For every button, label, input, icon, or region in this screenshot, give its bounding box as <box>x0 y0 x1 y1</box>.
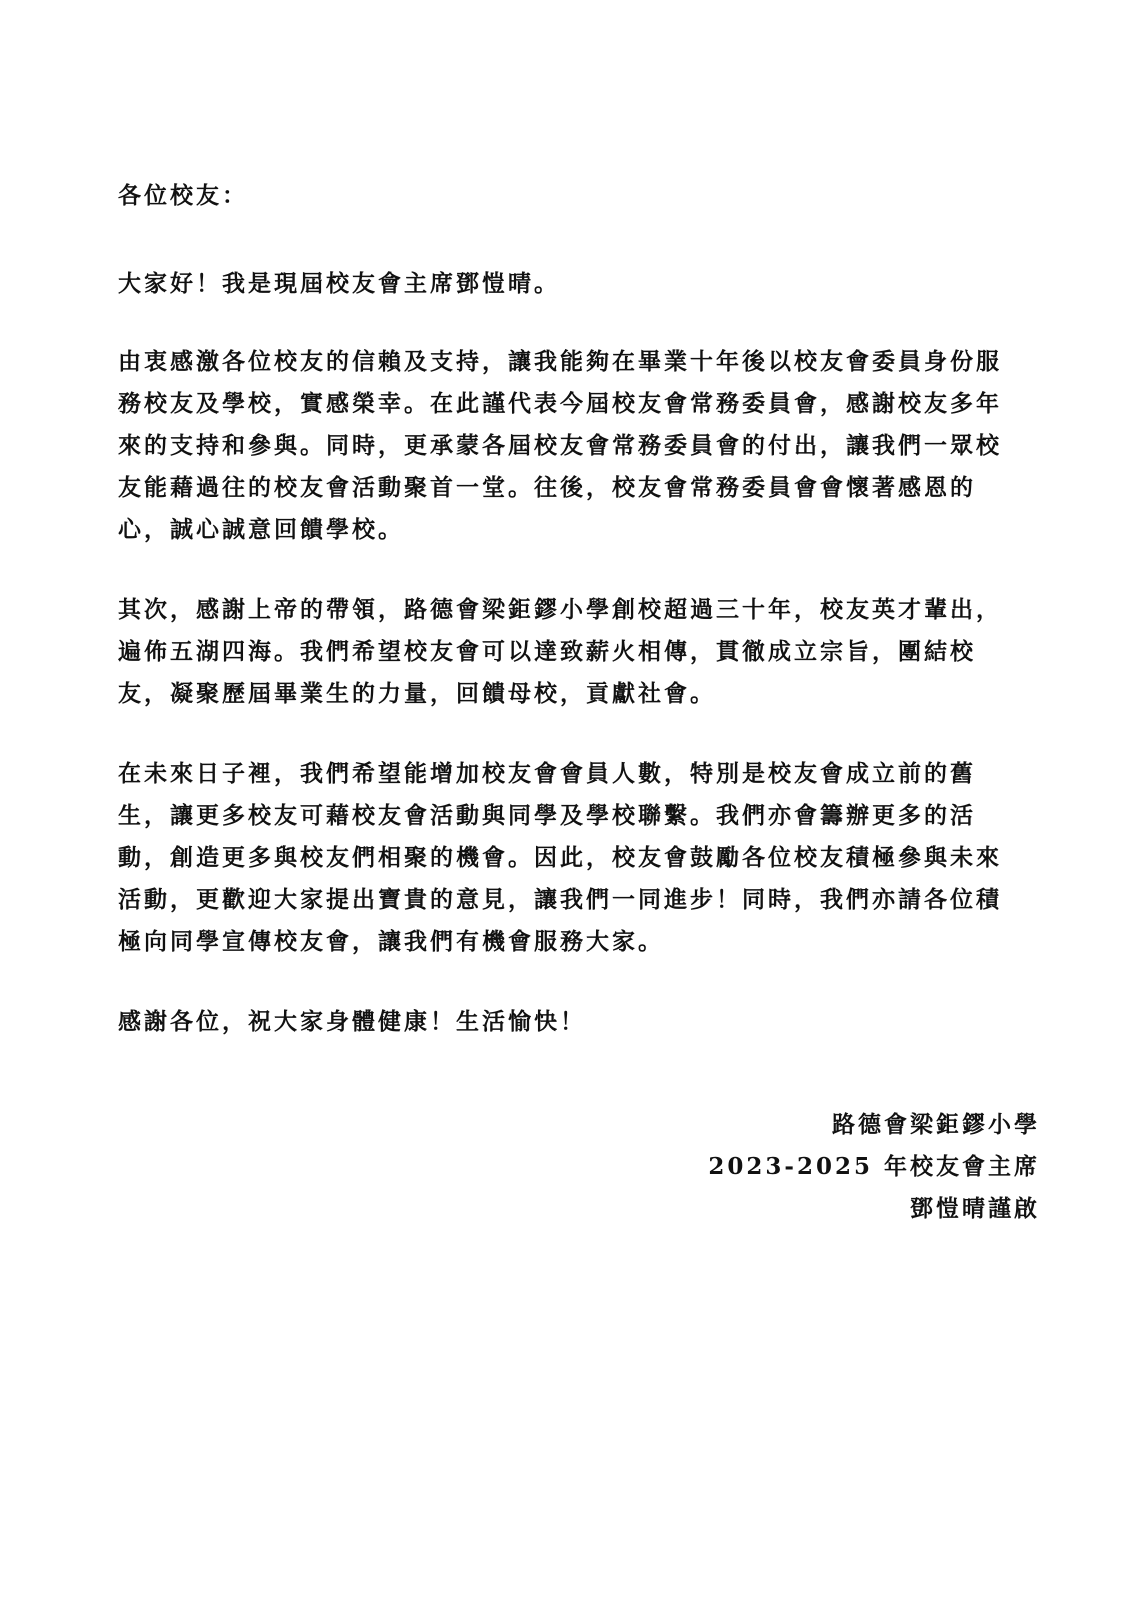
signature-signoff: 鄧愷晴謹啟 <box>910 1195 1040 1222</box>
paragraph-gratitude <box>118 341 1023 551</box>
signature-role: 2023-2025 年校友會主席 <box>708 1153 1040 1180</box>
signature-block <box>708 1104 1040 1230</box>
paragraph-line: 友能藉過往的校友會活動聚首一堂。往後，校友會常務委員會會懷著感恩的 <box>118 474 976 501</box>
paragraph-line: 由衷感激各位校友的信賴及支持，讓我能夠在畢業十年後以校友會委員身份服 <box>118 348 1002 375</box>
paragraph-line: 友，凝聚歷屆畢業生的力量，回饋母校，貢獻社會。 <box>118 680 716 707</box>
paragraph-line: 生，讓更多校友可藉校友會活動與同學及學校聯繫。我們亦會籌辦更多的活 <box>118 802 976 829</box>
paragraph-line: 極向同學宣傳校友會，讓我們有機會服務大家。 <box>118 928 664 955</box>
paragraph-line: 活動，更歡迎大家提出寶貴的意見，讓我們一同進步！同時，我們亦請各位積 <box>118 886 1002 913</box>
signature-school: 路德會梁鉅鏐小學 <box>832 1111 1040 1138</box>
letter-body <box>118 176 1023 1081</box>
paragraph-line: 來的支持和參與。同時，更承蒙各屆校友會常務委員會的付出，讓我們一眾校 <box>118 432 1002 459</box>
paragraph-line: 遍佈五湖四海。我們希望校友會可以達致薪火相傳，貫徹成立宗旨，團結校 <box>118 638 976 665</box>
paragraph-history <box>118 589 1023 715</box>
greeting: 大家好！我是現屆校友會主席鄧愷晴。 <box>118 270 560 297</box>
salutation: 各位校友： <box>118 182 248 209</box>
closing: 感謝各位，祝大家身體健康！生活愉快！ <box>118 1008 586 1035</box>
paragraph-line: 在未來日子裡，我們希望能增加校友會會員人數，特別是校友會成立前的舊 <box>118 760 976 787</box>
paragraph-line: 心，誠心誠意回饋學校。 <box>118 516 404 543</box>
paragraph-line: 其次，感謝上帝的帶領，路德會梁鉅鏐小學創校超過三十年，校友英才輩出， <box>118 596 1002 623</box>
paragraph-future <box>118 753 1023 963</box>
paragraph-line: 動，創造更多與校友們相聚的機會。因此，校友會鼓勵各位校友積極參與未來 <box>118 844 1002 871</box>
paragraph-line: 務校友及學校，實感榮幸。在此謹代表今屆校友會常務委員會，感謝校友多年 <box>118 390 1002 417</box>
